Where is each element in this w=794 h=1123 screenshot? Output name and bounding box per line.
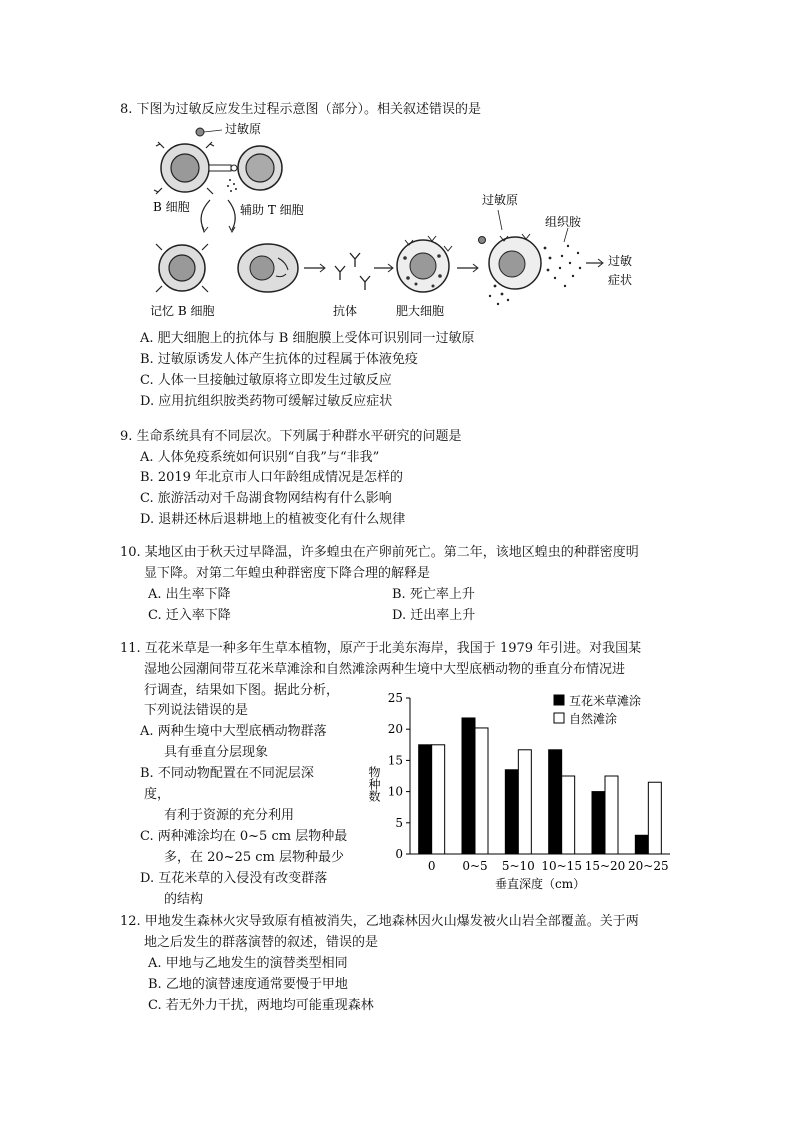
q10-option-b: B. 死亡率上升 [392, 587, 475, 602]
bar-2-4 [605, 776, 618, 854]
q10-stem-line2: 显下降。对第二年蝗虫种群密度下降合理的解释是 [144, 566, 431, 581]
bar-2-3 [562, 776, 575, 854]
chart-legend [554, 693, 641, 726]
y-tick-label: 10 [387, 784, 403, 799]
q11-option-d-line1: D. 互花米草的入侵没有改变群落 [140, 871, 328, 886]
q9-option-d: D. 退耕还林后退耕地上的植被变化有什么规律 [140, 512, 406, 527]
label-b-cell: B 细胞 [153, 200, 190, 214]
q12-option-a: A. 甲地与乙地发生的演替类型相同 [148, 956, 348, 971]
q8-stem: 8. 下图为过敏反应发生过程示意图（部分）。相关叙述错误的是 [120, 102, 482, 117]
x-tick-label: 0 [427, 859, 436, 873]
q11-stem-line4: 下列说法错误的是 [144, 703, 249, 718]
q8-option-b: B. 过敏原诱发人体产生抗体的过程属于体液免疫 [140, 352, 418, 367]
bar-1-4 [592, 792, 605, 854]
q10-stem-line1: 10. 某地区由于秋天过早降温，许多蝗虫在产卵前死亡。第二年，该地区蝗虫的种群密度明 [120, 545, 639, 560]
q11-option-b-line3: 有利于资源的充分利用 [164, 808, 295, 823]
b-cell-icon [154, 142, 214, 194]
legend-swatch-series-1 [554, 695, 564, 705]
q9-stem: 9. 生命系统具有不同层次。下列属于种群水平研究的问题是 [120, 429, 462, 444]
plasma-cell-icon [238, 244, 298, 292]
label-antibody: 抗体 [333, 304, 358, 318]
q8-allergy-diagram [150, 118, 650, 323]
q11-option-b-line1: B. 不同动物配置在不同泥层深 [140, 766, 314, 781]
q11-option-a-line1: A. 两种生境中大型底栖动物群落 [140, 724, 327, 739]
q10-option-d: D. 迁出率上升 [392, 608, 476, 623]
bar-1-2 [505, 770, 518, 854]
bar-2-1 [475, 728, 488, 854]
q9-option-c: C. 旅游活动对千岛湖食物网结构有什么影响 [140, 491, 392, 506]
bar-1-3 [549, 750, 562, 854]
label-mast-cell: 肥大细胞 [396, 304, 445, 318]
y-tick-label: 15 [387, 753, 403, 768]
y-tick-label: 0 [395, 847, 403, 861]
y-tick-label: 20 [387, 722, 403, 737]
x-tick-label: 20~25 [628, 859, 669, 873]
x-tick-label: 15~20 [584, 859, 626, 873]
degranulating-mast-cell-icon [489, 228, 581, 305]
label-memory-b: 记忆 B 细胞 [150, 304, 215, 318]
x-tick-label: 10~15 [541, 859, 582, 873]
bar-1-0 [419, 745, 432, 854]
q12-option-b: B. 乙地的演替速度通常要慢于甲地 [148, 977, 348, 992]
bar-1-5 [635, 835, 648, 854]
label-symptom-2: 症状 [608, 273, 633, 287]
label-allergen-right: 过敏原 [482, 193, 519, 207]
q10-option-a: A. 出生率下降 [148, 587, 231, 602]
q9-option-b: B. 2019 年北京市人口年龄组成情况是怎样的 [140, 470, 404, 485]
label-allergen-top: 过敏原 [225, 122, 262, 136]
bar-1-1 [462, 718, 475, 854]
x-tick-label: 5~10 [501, 859, 535, 873]
q10-option-c: C. 迁入率下降 [148, 608, 231, 623]
bar-2-0 [432, 745, 445, 854]
q11-option-a-line2: 具有垂直分层现象 [164, 745, 269, 760]
q8-option-a: A. 肥大细胞上的抗体与 B 细胞膜上受体可识别同一过敏原 [140, 331, 475, 346]
chart-y-label: 物种数 [367, 766, 381, 802]
label-helper-t: 辅助 T 细胞 [240, 203, 304, 217]
legend-label-series-1: 互花米草滩涂 [569, 694, 642, 708]
label-histamine: 组织胺 [545, 215, 582, 229]
q11-option-c-line1: C. 两种滩涂均在 0~5 cm 层物种最 [140, 829, 348, 844]
q11-option-b-line2: 度， [144, 787, 171, 802]
q12-stem-line2: 地之后发生的群落演替的叙述，错误的是 [144, 935, 379, 950]
q11-option-c-line2: 多，在 20~25 cm 层物种最少 [164, 850, 344, 865]
y-tick-label: 25 [387, 691, 403, 705]
q11-stem-line2: 湿地公园潮间带互花米草滩涂和自然滩涂两种生境中大型底栖动物的垂直分布情况进 [144, 662, 626, 677]
antibody-icon [335, 253, 370, 290]
q11-stem-line1: 11. 互花米草是一种多年生草本植物，原产于北美东海岸，我国于 1979 年引进。对我国某 [120, 641, 642, 656]
q11-bar-chart [360, 688, 680, 893]
bar-2-2 [518, 750, 531, 854]
legend-label-series-2: 自然滩涂 [569, 712, 618, 726]
q12-option-c: C. 若无外力干扰，两地均可能重现森林 [148, 998, 374, 1013]
q11-option-d-line2: 的结构 [164, 892, 204, 907]
q12-stem-line1: 12. 甲地发生森林火灾导致原有植被消失，乙地森林因火山爆发被火山岩全部覆盖。关于两 [120, 914, 639, 929]
chart-x-label: 垂直深度（cm） [495, 877, 586, 891]
q8-option-d: D. 应用抗组织胺类药物可缓解过敏反应症状 [140, 394, 393, 409]
q11-stem-line3: 行调查，结果如下图。据此分析， [144, 683, 340, 698]
q9-option-a: A. 人体免疫系统如何识别“自我”与“非我” [140, 450, 380, 465]
helper-t-cell-icon [238, 146, 282, 190]
y-tick-label: 5 [395, 815, 403, 830]
legend-swatch-series-2 [554, 713, 564, 723]
label-symptom-1: 过敏 [608, 254, 633, 268]
mast-cell-icon [397, 236, 452, 292]
bar-2-5 [648, 782, 661, 854]
memory-b-cell-icon [156, 244, 208, 292]
x-tick-label: 0~5 [462, 859, 488, 873]
q8-option-c: C. 人体一旦接触过敏原将立即发生过敏反应 [140, 373, 392, 388]
